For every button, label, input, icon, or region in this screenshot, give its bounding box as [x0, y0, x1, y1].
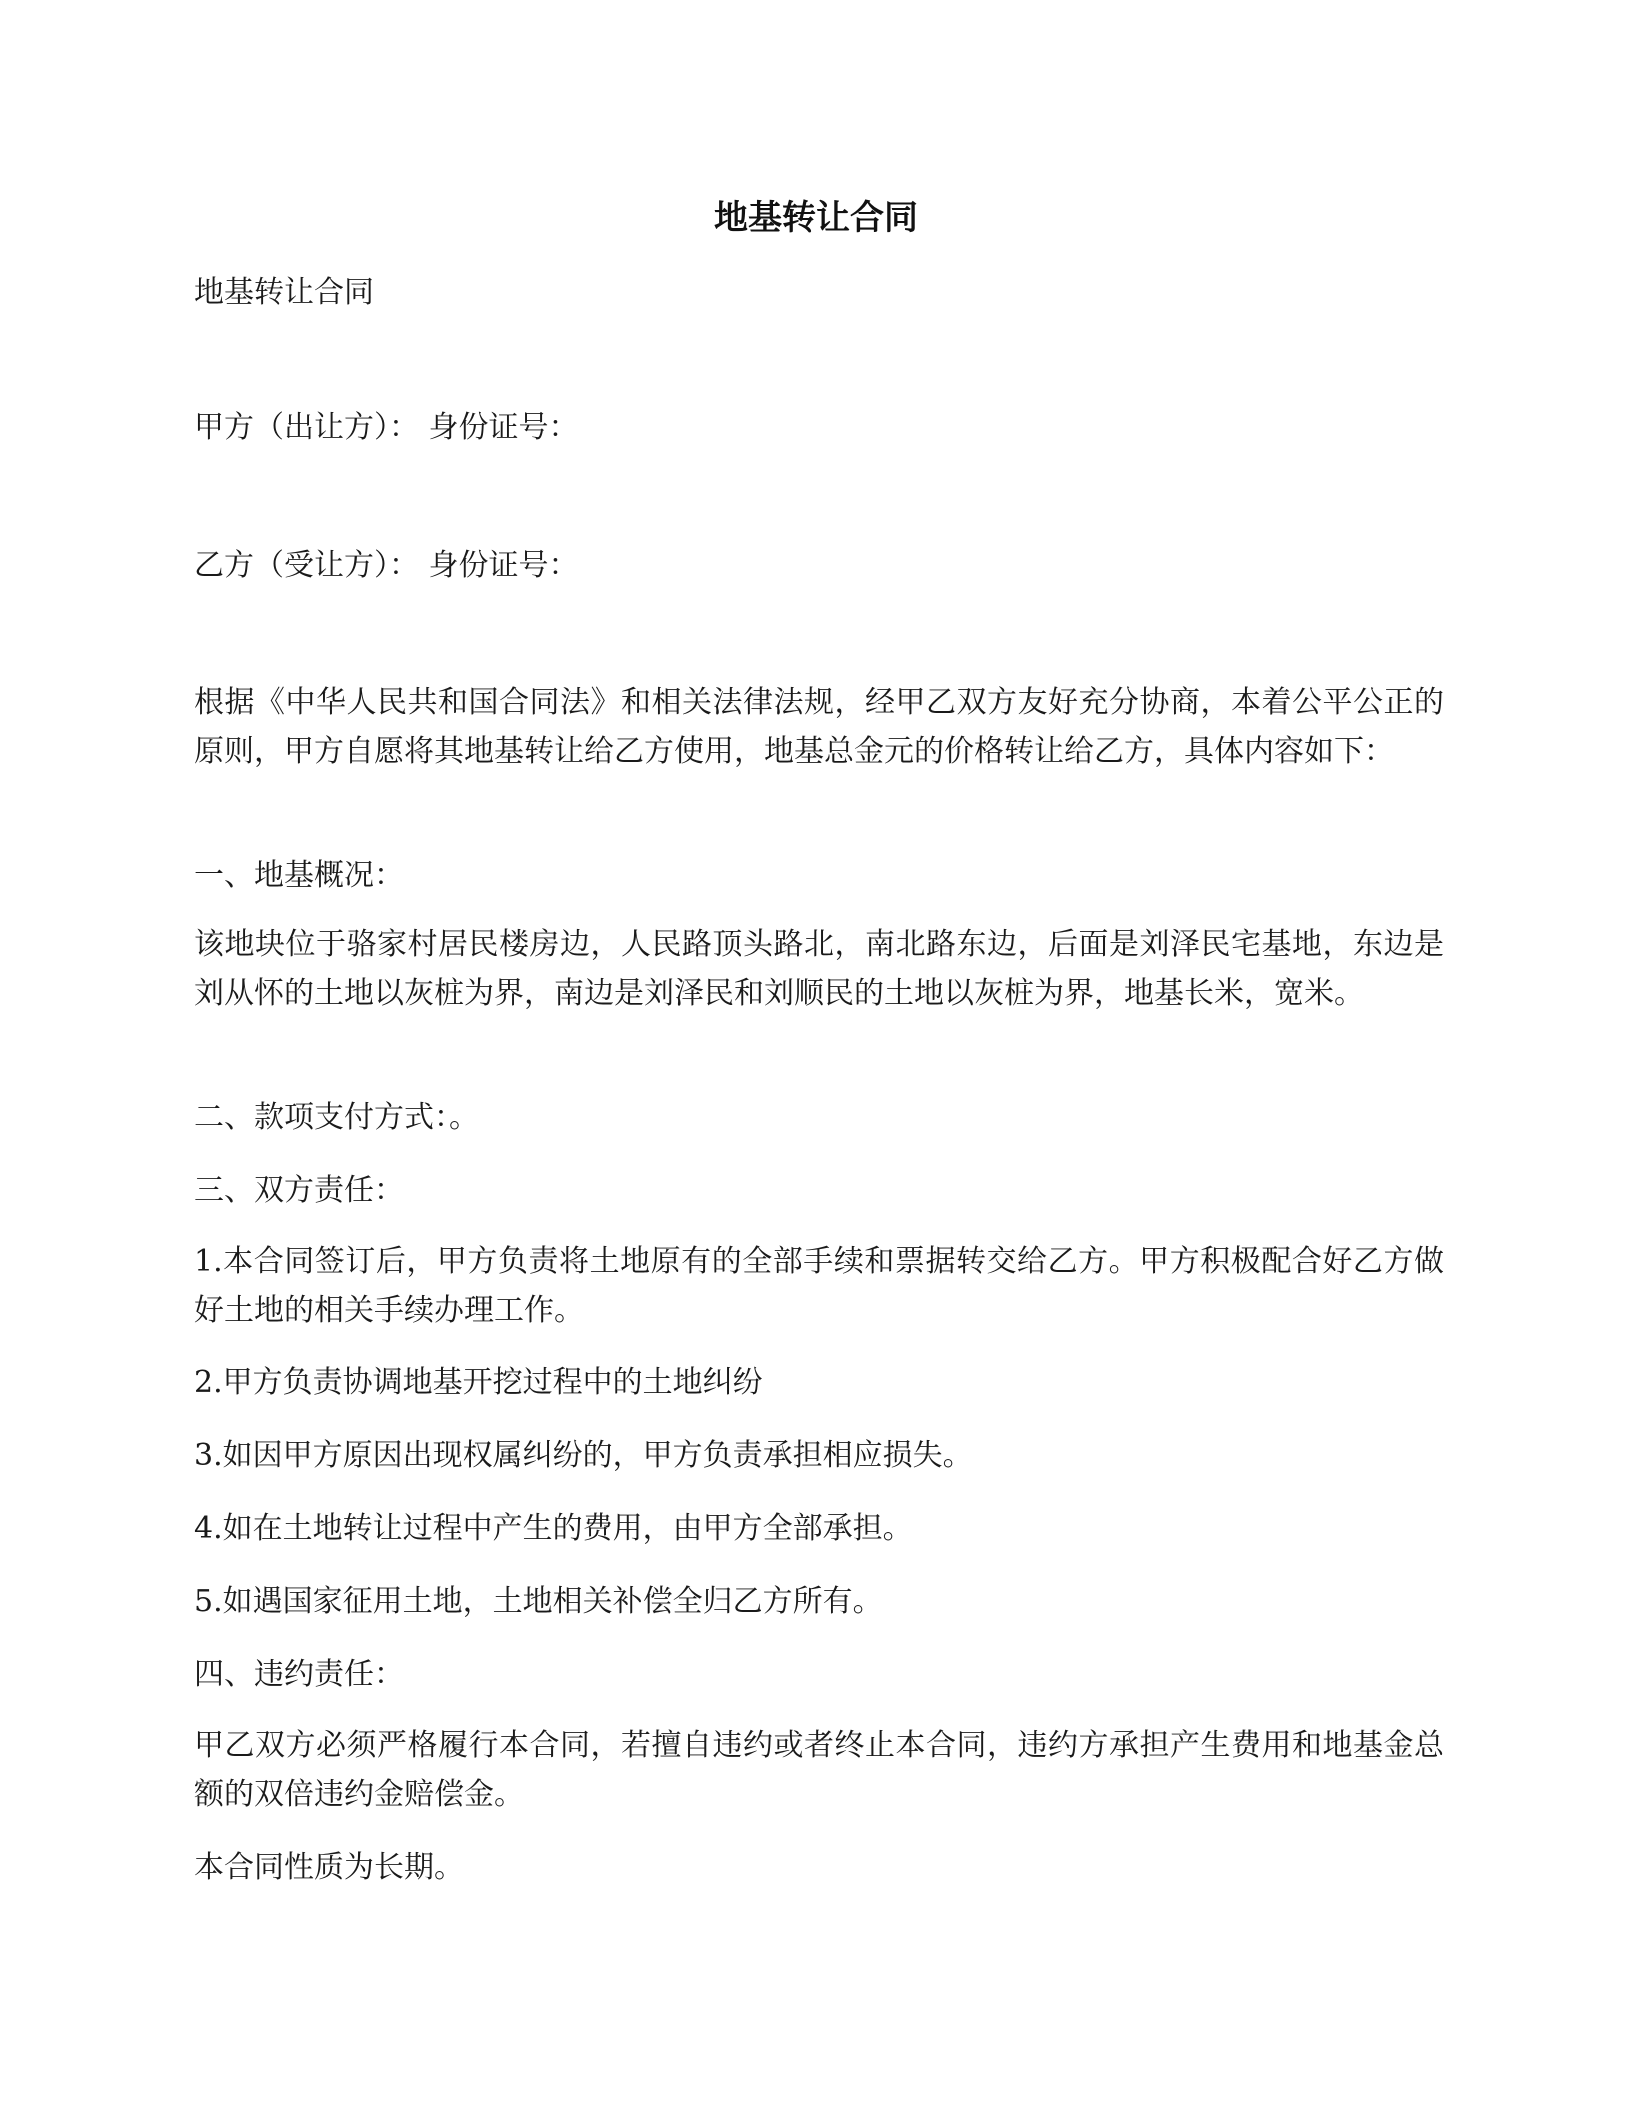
- section-3-item-2: 2.甲方负责协调地基开挖过程中的土地纠纷: [194, 1365, 763, 1400]
- preamble-paragraph: 根据《中华人民共和国合同法》和相关法律法规，经甲乙双方友好充分协商，本着公平公正的原则，甲方自愿将其地基转让给乙方使用，地基总金元的价格转让给乙方，具体内容如下：: [194, 685, 1444, 769]
- section-4-heading: 四、违约责任：: [194, 1657, 404, 1692]
- section-3-item-3: 3.如因甲方原因出现权属纠纷的，甲方负责承担相应损失。: [194, 1438, 973, 1473]
- section-2-heading: 二、款项支付方式：。: [194, 1100, 479, 1135]
- document-subtitle: 地基转让合同: [194, 275, 374, 310]
- document-title: 地基转让合同: [714, 198, 918, 238]
- party-b-line: 乙方（受让方）： 身份证号：: [194, 548, 579, 583]
- section-3-item-5: 5.如遇国家征用土地，土地相关补偿全归乙方所有。: [194, 1584, 883, 1619]
- party-a-line: 甲方（出让方）： 身份证号：: [194, 410, 579, 445]
- closing-line: 本合同性质为长期。: [194, 1850, 464, 1885]
- section-1-heading: 一、地基概况：: [194, 858, 404, 893]
- section-4-body: 甲乙双方必须严格履行本合同，若擅自违约或者终止本合同，违约方承担产生费用和地基金总额的双倍违约金赔偿金。: [194, 1728, 1444, 1812]
- section-3-item-1: 1.本合同签订后，甲方负责将土地原有的全部手续和票据转交给乙方。甲方积极配合好乙方做好土地的相关手续办理工作。: [194, 1244, 1444, 1328]
- section-3-item-4: 4.如在土地转让过程中产生的费用，由甲方全部承担。: [194, 1511, 913, 1546]
- section-3-heading: 三、双方责任：: [194, 1173, 404, 1208]
- section-1-body: 该地块位于骆家村居民楼房边，人民路顶头路北，南北路东边，后面是刘泽民宅基地，东边是刘从怀的土地以灰桩为界，南边是刘泽民和刘顺民的土地以灰桩为界，地基长米，宽米。: [194, 927, 1444, 1011]
